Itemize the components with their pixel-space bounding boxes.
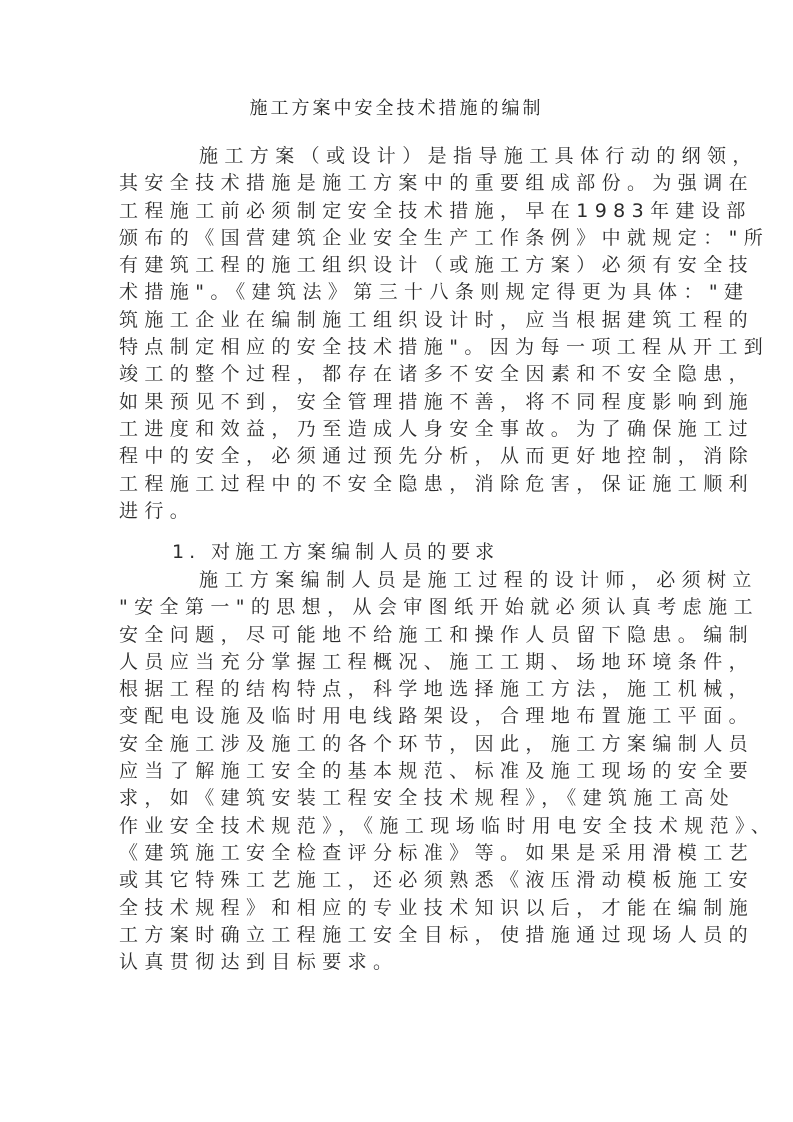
paragraph-line: 安全施工涉及施工的各个环节，因此，施工方案编制人员 — [119, 732, 755, 755]
intro-paragraph — [119, 143, 770, 525]
paragraph-line: 全技术规程》和相应的专业技术知识以后，才能在编制施 — [119, 896, 755, 919]
paragraph-line: 术措施"。《建筑法》第三十八条则规定得更为具体："建 — [119, 281, 750, 304]
section-1-paragraph — [119, 567, 777, 976]
paragraph-line: 进行。 — [119, 499, 196, 522]
paragraph-line: 根据工程的结构特点，科学地选择施工方法，施工机械， — [119, 678, 755, 701]
document-title: 施工方案中安全技术措施的编制 — [249, 98, 544, 119]
section-1-heading: 1. 对施工方案编制人员的要求 — [172, 541, 500, 563]
paragraph-line: 程中的安全，必须通过预先分析，从而更好地控制，消除 — [119, 445, 755, 468]
paragraph-line: 变配电设施及临时用电线路架设，合理地布置施工平面。 — [119, 705, 755, 728]
paragraph-line: 《建筑施工安全检查评分标准》等。如果是采用滑模工艺 — [119, 841, 755, 864]
paragraph-line: "安全第一"的思想，从会审图纸开始就必须认真考虑施工 — [119, 596, 759, 619]
paragraph-line: 安全问题，尽可能地不给施工和操作人员留下隐患。编制 — [119, 623, 755, 646]
paragraph-line: 施工方案（或设计）是指导施工具体行动的纲领， — [199, 145, 758, 167]
paragraph-line: 应当了解施工安全的基本规范、标准及施工现场的安全要 — [119, 760, 755, 783]
paragraph-line: 工方案时确立工程施工安全目标，使措施通过现场人员的 — [119, 923, 755, 946]
paragraph-line: 施工方案编制人员是施工过程的设计师，必须树立 — [199, 569, 758, 591]
paragraph-line: 工程施工过程中的不安全隐患，消除危害，保证施工顺利 — [119, 472, 755, 495]
paragraph-line: 求，如《建筑安装工程安全技术规程》，《建筑施工高处 — [119, 787, 736, 810]
paragraph-line: 筑施工企业在编制施工组织设计时，应当根据建筑工程的 — [119, 308, 755, 331]
paragraph-line: 或其它特殊工艺施工，还必须熟悉《液压滑动模板施工安 — [119, 869, 755, 892]
paragraph-line: 特点制定相应的安全技术措施"。因为每一项工程从开工到 — [119, 336, 770, 359]
paragraph-line: 人员应当充分掌握工程概况、施工工期、场地环境条件， — [119, 650, 755, 673]
paragraph-line: 其安全技术措施是施工方案中的重要组成部份。为强调在 — [119, 172, 755, 195]
paragraph-line: 颁布的《国营建筑企业安全生产工作条例》中就规定："所 — [119, 226, 770, 249]
paragraph-line: 认真贯彻达到目标要求。 — [119, 951, 399, 974]
paragraph-line: 如果预见不到，安全管理措施不善，将不同程度影响到施 — [119, 390, 755, 413]
paragraph-line: 竣工的整个过程，都存在诸多不安全因素和不安全隐患， — [119, 363, 755, 386]
paragraph-line: 工进度和效益，乃至造成人身安全事故。为了确保施工过 — [119, 417, 755, 440]
paragraph-line: 有建筑工程的施工组织设计（或施工方案）必须有安全技 — [119, 254, 755, 277]
paragraph-line: 工程施工前必须制定安全技术措施，早在1983年建设部 — [119, 199, 752, 222]
paragraph-line: 作业安全技术规范》，《施工现场临时用电安全技术规范》、 — [119, 814, 777, 837]
